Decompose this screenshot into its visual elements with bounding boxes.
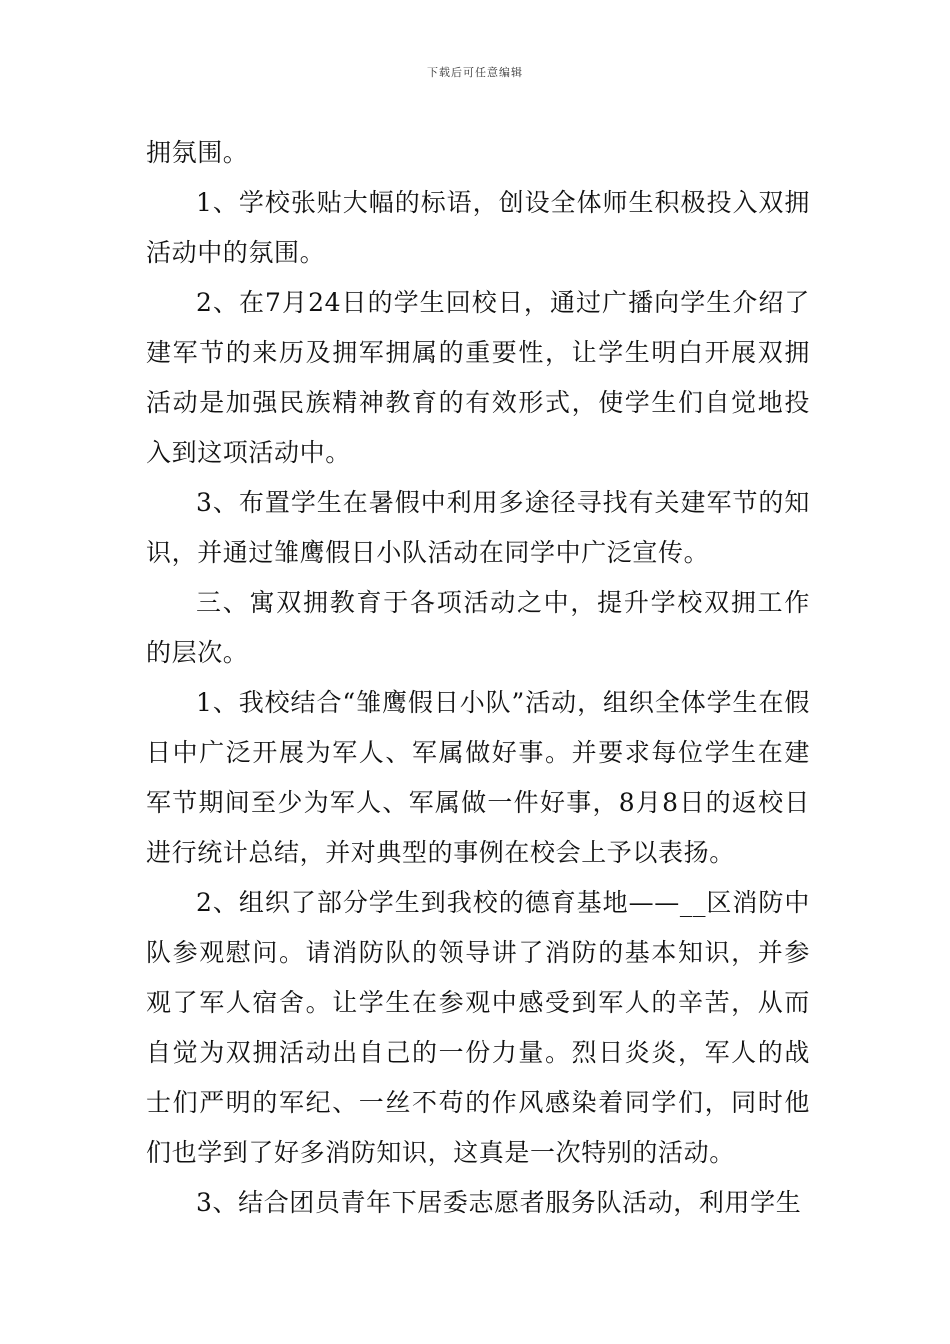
paragraph: 1、学校张贴大幅的标语，创设全体师生积极投入双拥活动中的氛围。: [146, 188, 810, 267]
section-heading-paragraph: 三、寓双拥教育于各项活动之中，提升学校双拥工作的层次。: [146, 588, 810, 667]
paragraph: 1、我校结合“雏鹰假日小队”活动，组织全体学生在假日中广泛开展为军人、军属做好事。并要求每位学生在建军节期间至少为军人、军属做一件好事，8月8日的返校日进行统计总结，并对典型的事例在校会上予以表扬。: [146, 688, 810, 867]
paragraph: 2、组织了部分学生到我校的德育基地——__区消防中队参观慰问。请消防队的领导讲了消防的基本知识，并参观了军人宿舍。让学生在参观中感受到军人的辛苦，从而自觉为双拥活动出自己的一份力量。烈日炎炎，军人的战士们严明的军纪、一丝不苟的作风感染着同学们，同时他们也学到了好多消防知识，这真是一次特别的活动。: [146, 888, 810, 1167]
paragraph: 拥氛围。: [146, 138, 249, 167]
paragraph: 3、结合团员青年下居委志愿者服务队活动，利用学生: [196, 1188, 802, 1217]
paragraph: 2、在7月24日的学生回校日，通过广播向学生介绍了建军节的来历及拥军拥属的重要性，让学生明白开展双拥活动是加强民族精神教育的有效形式，使学生们自觉地投入到这项活动中。: [146, 288, 810, 467]
document-body: [146, 128, 810, 1228]
paragraph: 3、布置学生在暑假中利用多途径寻找有关建军节的知识，并通过雏鹰假日小队活动在同学中广泛宣传。: [146, 488, 810, 567]
page-header-note: 下载后可任意编辑: [427, 66, 523, 79]
